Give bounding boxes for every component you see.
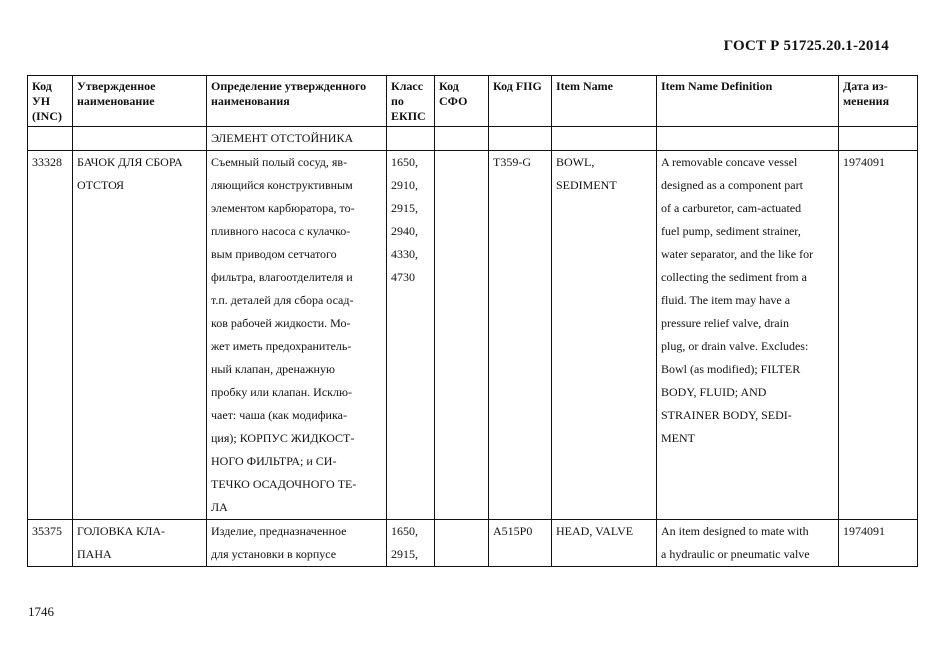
line: a hydraulic or pneumatic valve [661,547,810,561]
header-fiig: Код FIIG [489,76,552,127]
cell-class [387,520,435,567]
line: т.п. деталей для сбора осад- [211,293,354,307]
line: 2915, [391,547,418,561]
line: A removable concave vessel [661,155,798,169]
cell-definition-ru [207,151,387,520]
header-code: Код УН (INC) [28,76,73,127]
line: пливного насоса с кулачко- [211,224,351,238]
line: water separator, and the like for [661,247,814,261]
header-item-name: Item Name [552,76,657,127]
line: НОГО ФИЛЬТРА; и СИ- [211,454,337,468]
line: ЛА [211,500,228,514]
header-class: Класс по ЕКПС [387,76,435,127]
line: фильтра, влагоотделителя и [211,270,353,284]
line: ция); КОРПУС ЖИДКОСТ- [211,431,355,445]
line: элементом карбюратора, то- [211,201,355,215]
header-name-ru: Утвержденное наименование [73,76,207,127]
line: 2940, [391,224,418,238]
table-row [28,520,918,567]
cell-name-ru [73,151,207,520]
page-number: 1746 [28,604,54,619]
header-date: Дата из-менения [839,76,918,127]
cell-fiig: T359-G [489,151,552,520]
line: MENT [661,431,695,445]
line: collecting the sediment from a [661,270,807,284]
cell-sfo [435,520,489,567]
line: ОТСТОЯ [77,178,124,192]
line: An item designed to mate with [661,524,809,538]
line: ков рабочей жидкости. Мо- [211,316,351,330]
cell-date: 1974091 [839,151,918,520]
line: 2915, [391,201,418,215]
line: pressure relief valve, drain [661,316,789,330]
line: жет иметь предохранитель- [211,339,352,353]
table-row [28,151,918,520]
line: ляющийся конструктивным [211,178,353,192]
line: Съемный полый сосуд, яв- [211,155,348,169]
header-sfo: Код СФО [435,76,489,127]
document-title: ГОСТ Р 51725.20.1-2014 [723,38,889,54]
cell-sfo [435,151,489,520]
cell-class [387,151,435,520]
nomenclature-table [27,75,918,567]
cell-code: 33328 [28,151,73,520]
line: Bowl (as modified); FILTER [661,362,801,376]
line: БАЧОК ДЛЯ СБОРА [77,155,183,169]
header-item-definition: Item Name Definition [657,76,839,127]
line: fuel pump, sediment strainer, [661,224,801,238]
cell-item-definition [657,520,839,567]
cell-definition-ru [207,520,387,567]
table-header-row [28,76,918,127]
header-definition-ru: Определение утвержденного наименования [207,76,387,127]
table-row-continuation [28,127,918,151]
line: 2910, [391,178,418,192]
line: STRAINER BODY, SEDI- [661,408,792,422]
line: 1650, [391,524,418,538]
line: HEAD, VALVE [556,524,634,538]
line: BODY, FLUID; AND [661,385,767,399]
cell-item-name [552,151,657,520]
line: чает: чаша (как модифика- [211,408,347,422]
line: ный клапан, дренажную [211,362,335,376]
cell-name-ru [73,520,207,567]
line: 1650, [391,155,418,169]
cell-code: 35375 [28,520,73,567]
continuation-definition: ЭЛЕМЕНТ ОТСТОЙНИКА [207,127,387,151]
line: 4730 [391,270,415,284]
line: of a carburetor, cam-actuated [661,201,802,215]
cell-item-definition [657,151,839,520]
line: plug, or drain valve. Excludes: [661,339,809,353]
line: вым приводом сетчатого [211,247,337,261]
cell-item-name [552,520,657,567]
line: ТЕЧКО ОСАДОЧНОГО ТЕ- [211,477,357,491]
line: для установки в корпусе [211,547,337,561]
line: SEDIMENT [556,178,617,192]
cell-fiig: A515P0 [489,520,552,567]
line: 4330, [391,247,418,261]
line: пробку или клапан. Исклю- [211,385,352,399]
line: designed as a component part [661,178,803,192]
cell-date: 1974091 [839,520,918,567]
line: fluid. The item may have a [661,293,791,307]
line: ГОЛОВКА КЛА- [77,524,165,538]
line: ПАНА [77,547,112,561]
line: Изделие, предназначенное [211,524,347,538]
line: BOWL, [556,155,595,169]
